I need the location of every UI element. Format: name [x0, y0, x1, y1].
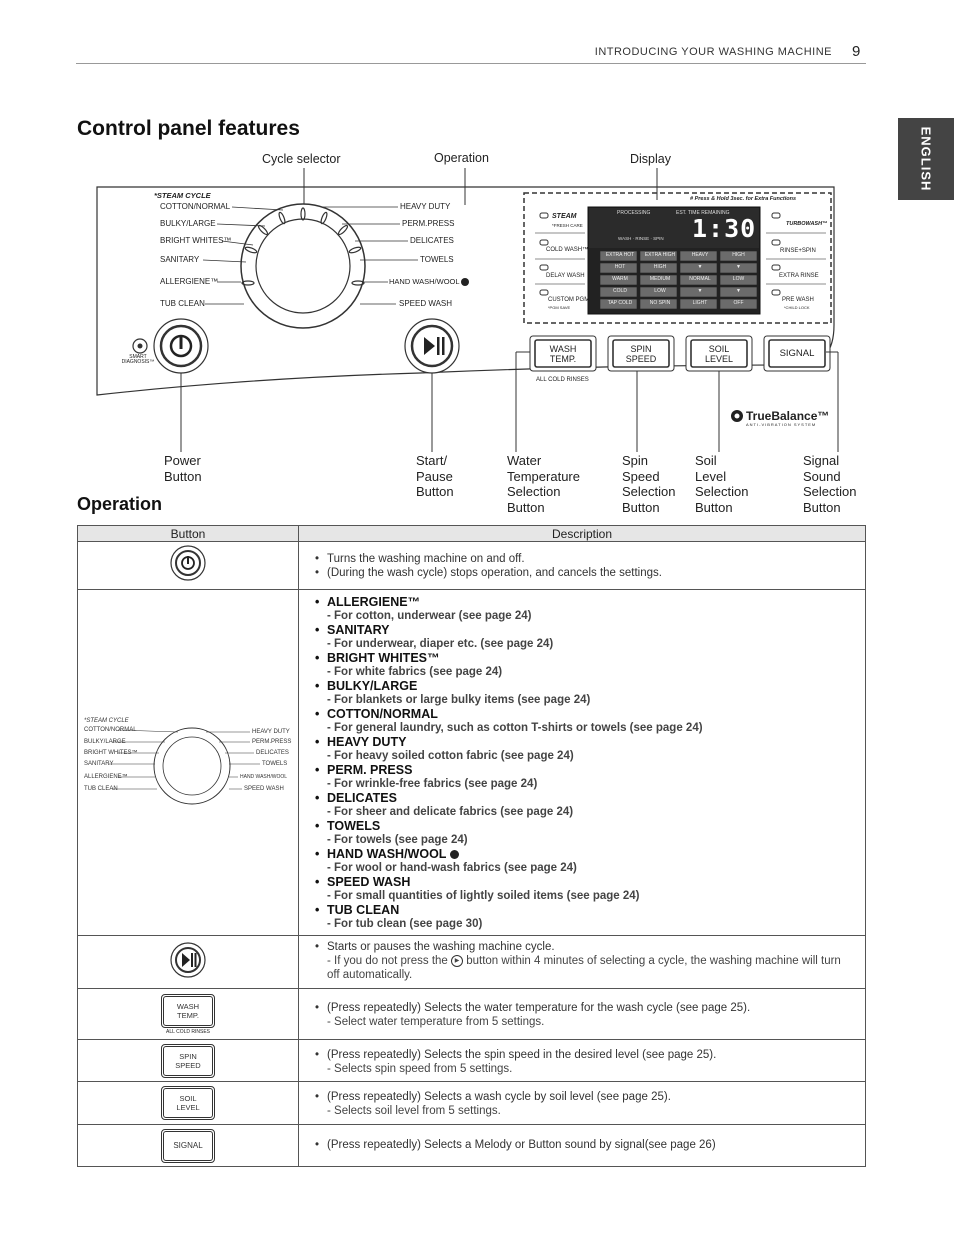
- wash-temp-button[interactable]: WASH TEMP.: [549, 344, 577, 364]
- dial-label-speed-wash: SPEED WASH: [399, 299, 453, 308]
- start-button-cell: [78, 936, 299, 989]
- spin-speed-icon: SPIN SPEED: [161, 1044, 215, 1078]
- option-extra-rinse[interactable]: EXTRA RINSE: [779, 273, 819, 279]
- dial-label-towels: TOWELS: [420, 255, 454, 264]
- start-description: [299, 936, 866, 989]
- dial-label-heavy-duty: HEAVY DUTY: [400, 202, 451, 211]
- table-row: [78, 989, 866, 1040]
- label-power-button: Power Button: [164, 453, 202, 484]
- callout-cycle-selector: Cycle selector: [262, 152, 341, 166]
- list-item: • SPEED WASH - For small quantities of lightly soiled items (see page 24): [315, 875, 865, 903]
- option-steam[interactable]: STEAM: [552, 213, 577, 220]
- option-rinse-spin[interactable]: RINSE+SPIN: [780, 248, 816, 254]
- table-row: [78, 590, 866, 936]
- table-row: [78, 1125, 866, 1167]
- display-grid: EXTRA HOT EXTRA HIGH HEAVY HIGH HOT HIGH ▼ ▼ WARM MEDIUM NORMAL LOW COLD LOW ▼ ▼ TAP COLD NO SPIN LIGHT OFF: [605, 252, 745, 306]
- signal-icon: SIGNAL: [161, 1129, 215, 1163]
- start-pause-icon: [168, 940, 208, 980]
- table-row: [78, 1040, 866, 1082]
- dial-label-sanitary: SANITARY: [160, 255, 200, 264]
- label-soil-level-button: Soil Level Selection Button: [695, 453, 749, 515]
- signal-description: [299, 1125, 866, 1167]
- list-item: • COTTON/NORMAL - For general laundry, such as cotton T-shirts or towels (see page 24): [315, 707, 865, 735]
- list-item: • (Press repeatedly) Selects a Melody or Button sound by signal(see page 26): [315, 1138, 865, 1152]
- wool-mark-icon: [450, 850, 459, 859]
- wash-temp-icon: WASH TEMP.: [161, 994, 215, 1028]
- list-item: • Turns the washing machine on and off.: [315, 552, 865, 566]
- dial-label-steam-cycle: *STEAM CYCLE: [154, 191, 211, 200]
- power-button[interactable]: [154, 319, 208, 373]
- wool-mark-icon: [461, 278, 469, 286]
- dial-label-delicates: DELICATES: [410, 236, 454, 245]
- column-header-button: Button: [78, 526, 299, 542]
- table-row: [78, 936, 866, 989]
- list-item: • (Press repeatedly) Selects the water temperature for the wash cycle (see page 25). - Select water temperature from 5 settings.: [315, 1001, 865, 1029]
- signal-button[interactable]: SIGNAL: [779, 348, 815, 359]
- language-tab-label: ENGLISH: [918, 126, 934, 192]
- label-spin-speed-button: Spin Speed Selection Button: [622, 453, 676, 515]
- power-button-cell: [78, 542, 299, 590]
- start-pause-button[interactable]: [405, 319, 459, 373]
- label-water-temp-button: Water Temperature Selection Button: [507, 453, 580, 515]
- callout-display: Display: [630, 152, 671, 166]
- option-delay-wash[interactable]: DELAY WASH: [546, 273, 585, 279]
- control-panel-illustration: [0, 0, 954, 530]
- dial-label-tub-clean: TUB CLEAN: [160, 299, 205, 308]
- soil-level-icon: SOIL LEVEL: [161, 1086, 215, 1120]
- list-item: • ALLERGIENE™ - For cotton, underwear (see page 24): [315, 595, 865, 623]
- cycle-dial-cell: [78, 590, 299, 936]
- truebalance-sub: ANTI-VIBRATION SYSTEM: [746, 422, 817, 427]
- signal-cell: [78, 1125, 299, 1167]
- display-est-time: EST. TIME REMAINING: [676, 210, 730, 216]
- operation-title: Operation: [77, 494, 163, 514]
- list-item: • TUB CLEAN - For tub clean (see page 30): [315, 903, 865, 931]
- page-number: 9: [852, 43, 861, 60]
- dial-label-bright-whites: BRIGHT WHITES™: [160, 236, 232, 245]
- list-item: • BULKY/LARGE - For blankets or large bulky items (see page 24): [315, 679, 865, 707]
- option-custom-pgm[interactable]: CUSTOM PGM: [548, 297, 590, 303]
- wash-temp-description: [299, 989, 866, 1040]
- all-cold-rinses-label: ALL COLD RINSES: [536, 377, 589, 383]
- list-item: • Starts or pauses the washing machine cycle. - If you do not press the ▶ button within 4 minutes of selecting a cycle, the washing machine will turn off automatically.: [315, 940, 865, 982]
- list-item: • TOWELS - For towels (see page 24): [315, 819, 865, 847]
- list-item: • BRIGHT WHITES™ - For white fabrics (see page 24): [315, 651, 865, 679]
- display-phases: WASH · RINSE · SPIN: [618, 236, 664, 241]
- all-cold-rinses-mini: ALL COLD RINSES: [166, 1028, 210, 1035]
- control-panel-title: Control panel features: [77, 117, 300, 140]
- power-icon: [168, 543, 208, 583]
- cycle-dial-mini: *STEAM CYCLE COTTON/NORMAL BULKY/LARGE BRIGHT WHITES™ SANITARY ALLERGIENE™ TUB CLEAN HEAVY DUTY PERM.PRESS DELICATES TOWELS HAND WASH/WOOL SPEED WASH: [82, 718, 294, 808]
- option-pgm-save: *PGM SAVE: [548, 305, 571, 310]
- cycles-description: [299, 590, 866, 936]
- table-row: [78, 542, 866, 590]
- spin-speed-cell: [78, 1040, 299, 1082]
- option-cold-wash[interactable]: COLD WASH™: [546, 247, 589, 253]
- spin-description: [299, 1040, 866, 1082]
- soil-level-cell: [78, 1082, 299, 1125]
- list-item: • DELICATES - For sheer and delicate fabrics (see page 24): [315, 791, 865, 819]
- soil-level-button[interactable]: SOIL LEVEL: [704, 344, 734, 364]
- list-item: • HEAVY DUTY - For heavy soiled cotton fabric (see page 24): [315, 735, 865, 763]
- table-header-row: [78, 526, 866, 542]
- list-item: • HAND WASH/WOOL - For wool or hand-wash fabrics (see page 24): [315, 847, 865, 875]
- list-item: • (During the wash cycle) stops operation, and cancels the settings.: [315, 566, 865, 580]
- running-header: INTRODUCING YOUR WASHING MACHINE: [594, 46, 832, 58]
- truebalance-brand: TrueBalance™: [746, 409, 830, 423]
- callout-operation: Operation: [434, 151, 489, 165]
- spin-speed-button[interactable]: SPIN SPEED: [625, 344, 657, 364]
- dial-label-bulky-large: BULKY/LARGE: [160, 219, 216, 228]
- dial-label-perm-press: PERM.PRESS: [402, 219, 455, 228]
- dial-label-hand-wash: HAND WASH/WOOL: [389, 277, 469, 286]
- smart-diagnosis-label: SMART DIAGNOSIS™: [121, 354, 155, 365]
- list-item: • SANITARY - For underwear, diaper etc. (see page 24): [315, 623, 865, 651]
- option-child-lock: *CHILD LOCK: [784, 305, 810, 310]
- start-pause-inline-icon: ▶: [451, 955, 463, 967]
- label-start-pause-button: Start/ Pause Button: [416, 453, 454, 499]
- column-header-description: Description: [299, 526, 866, 542]
- list-item: • (Press repeatedly) Selects the spin speed in the desired level (see page 25). - Selects spin speed from 5 settings.: [315, 1048, 865, 1076]
- list-item: • PERM. PRESS - For wrinkle-free fabrics (see page 24): [315, 763, 865, 791]
- cycle-dial-inner: [256, 219, 350, 313]
- power-description: [299, 542, 866, 590]
- label-signal-button: Signal Sound Selection Button: [803, 453, 857, 515]
- dial-label-allergiene: ALLERGIENE™: [160, 277, 219, 286]
- display-time: 1:30: [692, 214, 757, 243]
- display-processing: PROCESSING: [617, 210, 651, 216]
- soil-description: [299, 1082, 866, 1125]
- table-row: [78, 1082, 866, 1125]
- display-hold-note: # Press & Hold 3sec. for Extra Functions: [690, 196, 797, 202]
- option-fresh-care: *FRESH CARE: [552, 223, 583, 228]
- wash-temp-cell: [78, 989, 299, 1040]
- option-turbowash[interactable]: TURBOWASH™: [786, 221, 828, 227]
- option-pre-wash[interactable]: PRE WASH: [782, 297, 814, 303]
- operation-table: [77, 525, 866, 1167]
- dial-label-cotton-normal: COTTON/NORMAL: [160, 202, 231, 211]
- list-item: • (Press repeatedly) Selects a wash cycle by soil level (see page 25). - Selects soil level from 5 settings.: [315, 1090, 865, 1118]
